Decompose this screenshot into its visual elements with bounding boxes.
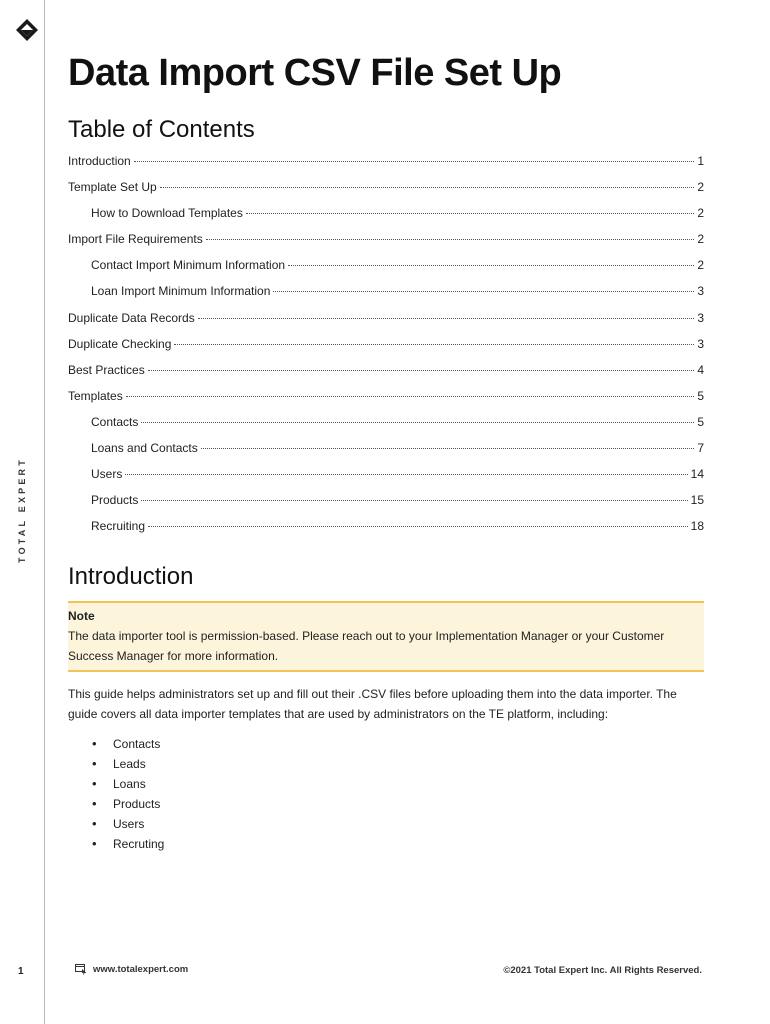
toc-dot-leader bbox=[273, 291, 694, 292]
footer-copyright: ©2021 Total Expert Inc. All Rights Reserved. bbox=[503, 965, 702, 976]
toc-entry-text: Templates bbox=[68, 388, 123, 403]
toc-entry-text: Introduction bbox=[68, 154, 131, 168]
toc-entry[interactable] bbox=[68, 337, 704, 363]
toc-entry[interactable] bbox=[68, 311, 704, 337]
list-item: • Users bbox=[92, 814, 704, 834]
toc-entry[interactable] bbox=[68, 441, 704, 467]
toc-entry-text: Loans and Contacts bbox=[91, 441, 198, 456]
toc-dot-leader bbox=[201, 448, 695, 449]
document-content bbox=[68, 48, 704, 854]
list-item: • Loans bbox=[92, 774, 704, 794]
toc-entry-page: 5 bbox=[697, 414, 704, 429]
list-item: • Recruting bbox=[92, 834, 704, 854]
toc-entry[interactable] bbox=[68, 232, 704, 258]
toc-entry-page: 5 bbox=[697, 388, 704, 403]
diamond-logo-icon bbox=[15, 18, 39, 42]
toc-entry-page: 1 bbox=[697, 154, 704, 168]
toc-entry-page: 3 bbox=[697, 336, 704, 351]
toc-dot-leader bbox=[174, 344, 694, 345]
toc-dot-leader bbox=[288, 265, 694, 266]
toc-dot-leader bbox=[134, 161, 695, 162]
toc-entry[interactable] bbox=[68, 467, 704, 493]
toc-entry-page: 3 bbox=[697, 284, 704, 299]
list-item: • Products bbox=[92, 794, 704, 814]
toc-dot-leader bbox=[125, 474, 687, 475]
toc-entry-text: Users bbox=[91, 467, 123, 482]
toc-entry-text: Loan Import Minimum Information bbox=[91, 284, 271, 299]
toc-entry[interactable] bbox=[68, 363, 704, 389]
toc-entry-page: 18 bbox=[690, 519, 704, 534]
toc-entry[interactable] bbox=[68, 258, 704, 284]
toc-entry-page: 4 bbox=[697, 362, 704, 377]
toc-entry-text: Best Practices bbox=[68, 362, 145, 377]
document-title: Data Import CSV File Set Up bbox=[68, 52, 562, 94]
toc-entry-text: Template Set Up bbox=[68, 180, 157, 195]
toc-entry-page: 7 bbox=[697, 441, 704, 456]
table-of-contents bbox=[68, 154, 704, 545]
toc-entry[interactable] bbox=[68, 389, 704, 415]
toc-entry[interactable] bbox=[68, 519, 704, 545]
toc-dot-leader bbox=[148, 526, 688, 527]
footer-link[interactable] bbox=[75, 964, 188, 975]
note-body: The data importer tool is permission-based. Please reach out to your Implementation Manager or your Customer Success Manager for more information. bbox=[68, 629, 665, 664]
toc-entry-text: Contact Import Minimum Information bbox=[91, 258, 286, 273]
toc-entry[interactable] bbox=[68, 415, 704, 441]
toc-dot-leader bbox=[126, 396, 695, 397]
sidebar-divider bbox=[44, 0, 45, 1024]
toc-entry-text: Duplicate Data Records bbox=[68, 310, 195, 325]
list-item: • Leads bbox=[92, 754, 704, 774]
toc-entry-text: How to Download Templates bbox=[91, 206, 243, 221]
list-item: • Contacts bbox=[92, 734, 704, 754]
toc-dot-leader bbox=[206, 239, 695, 240]
toc-entry[interactable] bbox=[68, 180, 704, 206]
toc-dot-leader bbox=[160, 187, 695, 188]
toc-entry-page: 14 bbox=[690, 467, 704, 482]
intro-paragraph: This guide helps administrators set up and fill out their .CSV files before uploading them into the data importer. The guide covers all data importer templates that are used by administrators on the TE platform, including: bbox=[68, 687, 677, 722]
toc-entry-page: 15 bbox=[690, 493, 704, 508]
toc-entry-page: 2 bbox=[697, 206, 704, 221]
toc-dot-leader bbox=[141, 422, 694, 423]
toc-entry-text: Products bbox=[91, 493, 139, 508]
page-number: 1 bbox=[18, 966, 24, 977]
toc-entry[interactable] bbox=[68, 206, 704, 232]
footer-url[interactable]: www.totalexpert.com bbox=[93, 964, 189, 975]
note-callout bbox=[68, 601, 704, 672]
toc-entry-page: 2 bbox=[697, 258, 704, 273]
toc-entry-page: 2 bbox=[697, 180, 704, 195]
toc-entry-text: Import File Requirements bbox=[68, 232, 203, 247]
toc-dot-leader bbox=[246, 213, 694, 214]
brand-vertical-text: TOTAL EXPERT bbox=[17, 457, 27, 563]
toc-entry-text: Recruiting bbox=[91, 519, 146, 534]
toc-entry[interactable] bbox=[68, 493, 704, 519]
toc-entry[interactable] bbox=[68, 154, 704, 180]
toc-entry[interactable] bbox=[68, 284, 704, 310]
note-title: Note bbox=[68, 609, 95, 624]
toc-entry-text: Contacts bbox=[91, 414, 139, 429]
toc-heading: Table of Contents bbox=[68, 116, 255, 143]
website-icon bbox=[75, 964, 87, 975]
toc-dot-leader bbox=[148, 370, 695, 371]
toc-entry-page: 3 bbox=[697, 310, 704, 325]
introduction-heading: Introduction bbox=[68, 563, 194, 591]
toc-dot-leader bbox=[198, 318, 695, 319]
toc-dot-leader bbox=[141, 500, 687, 501]
template-list bbox=[68, 734, 704, 854]
toc-entry-page: 2 bbox=[697, 232, 704, 247]
toc-entry-text: Duplicate Checking bbox=[68, 336, 172, 351]
